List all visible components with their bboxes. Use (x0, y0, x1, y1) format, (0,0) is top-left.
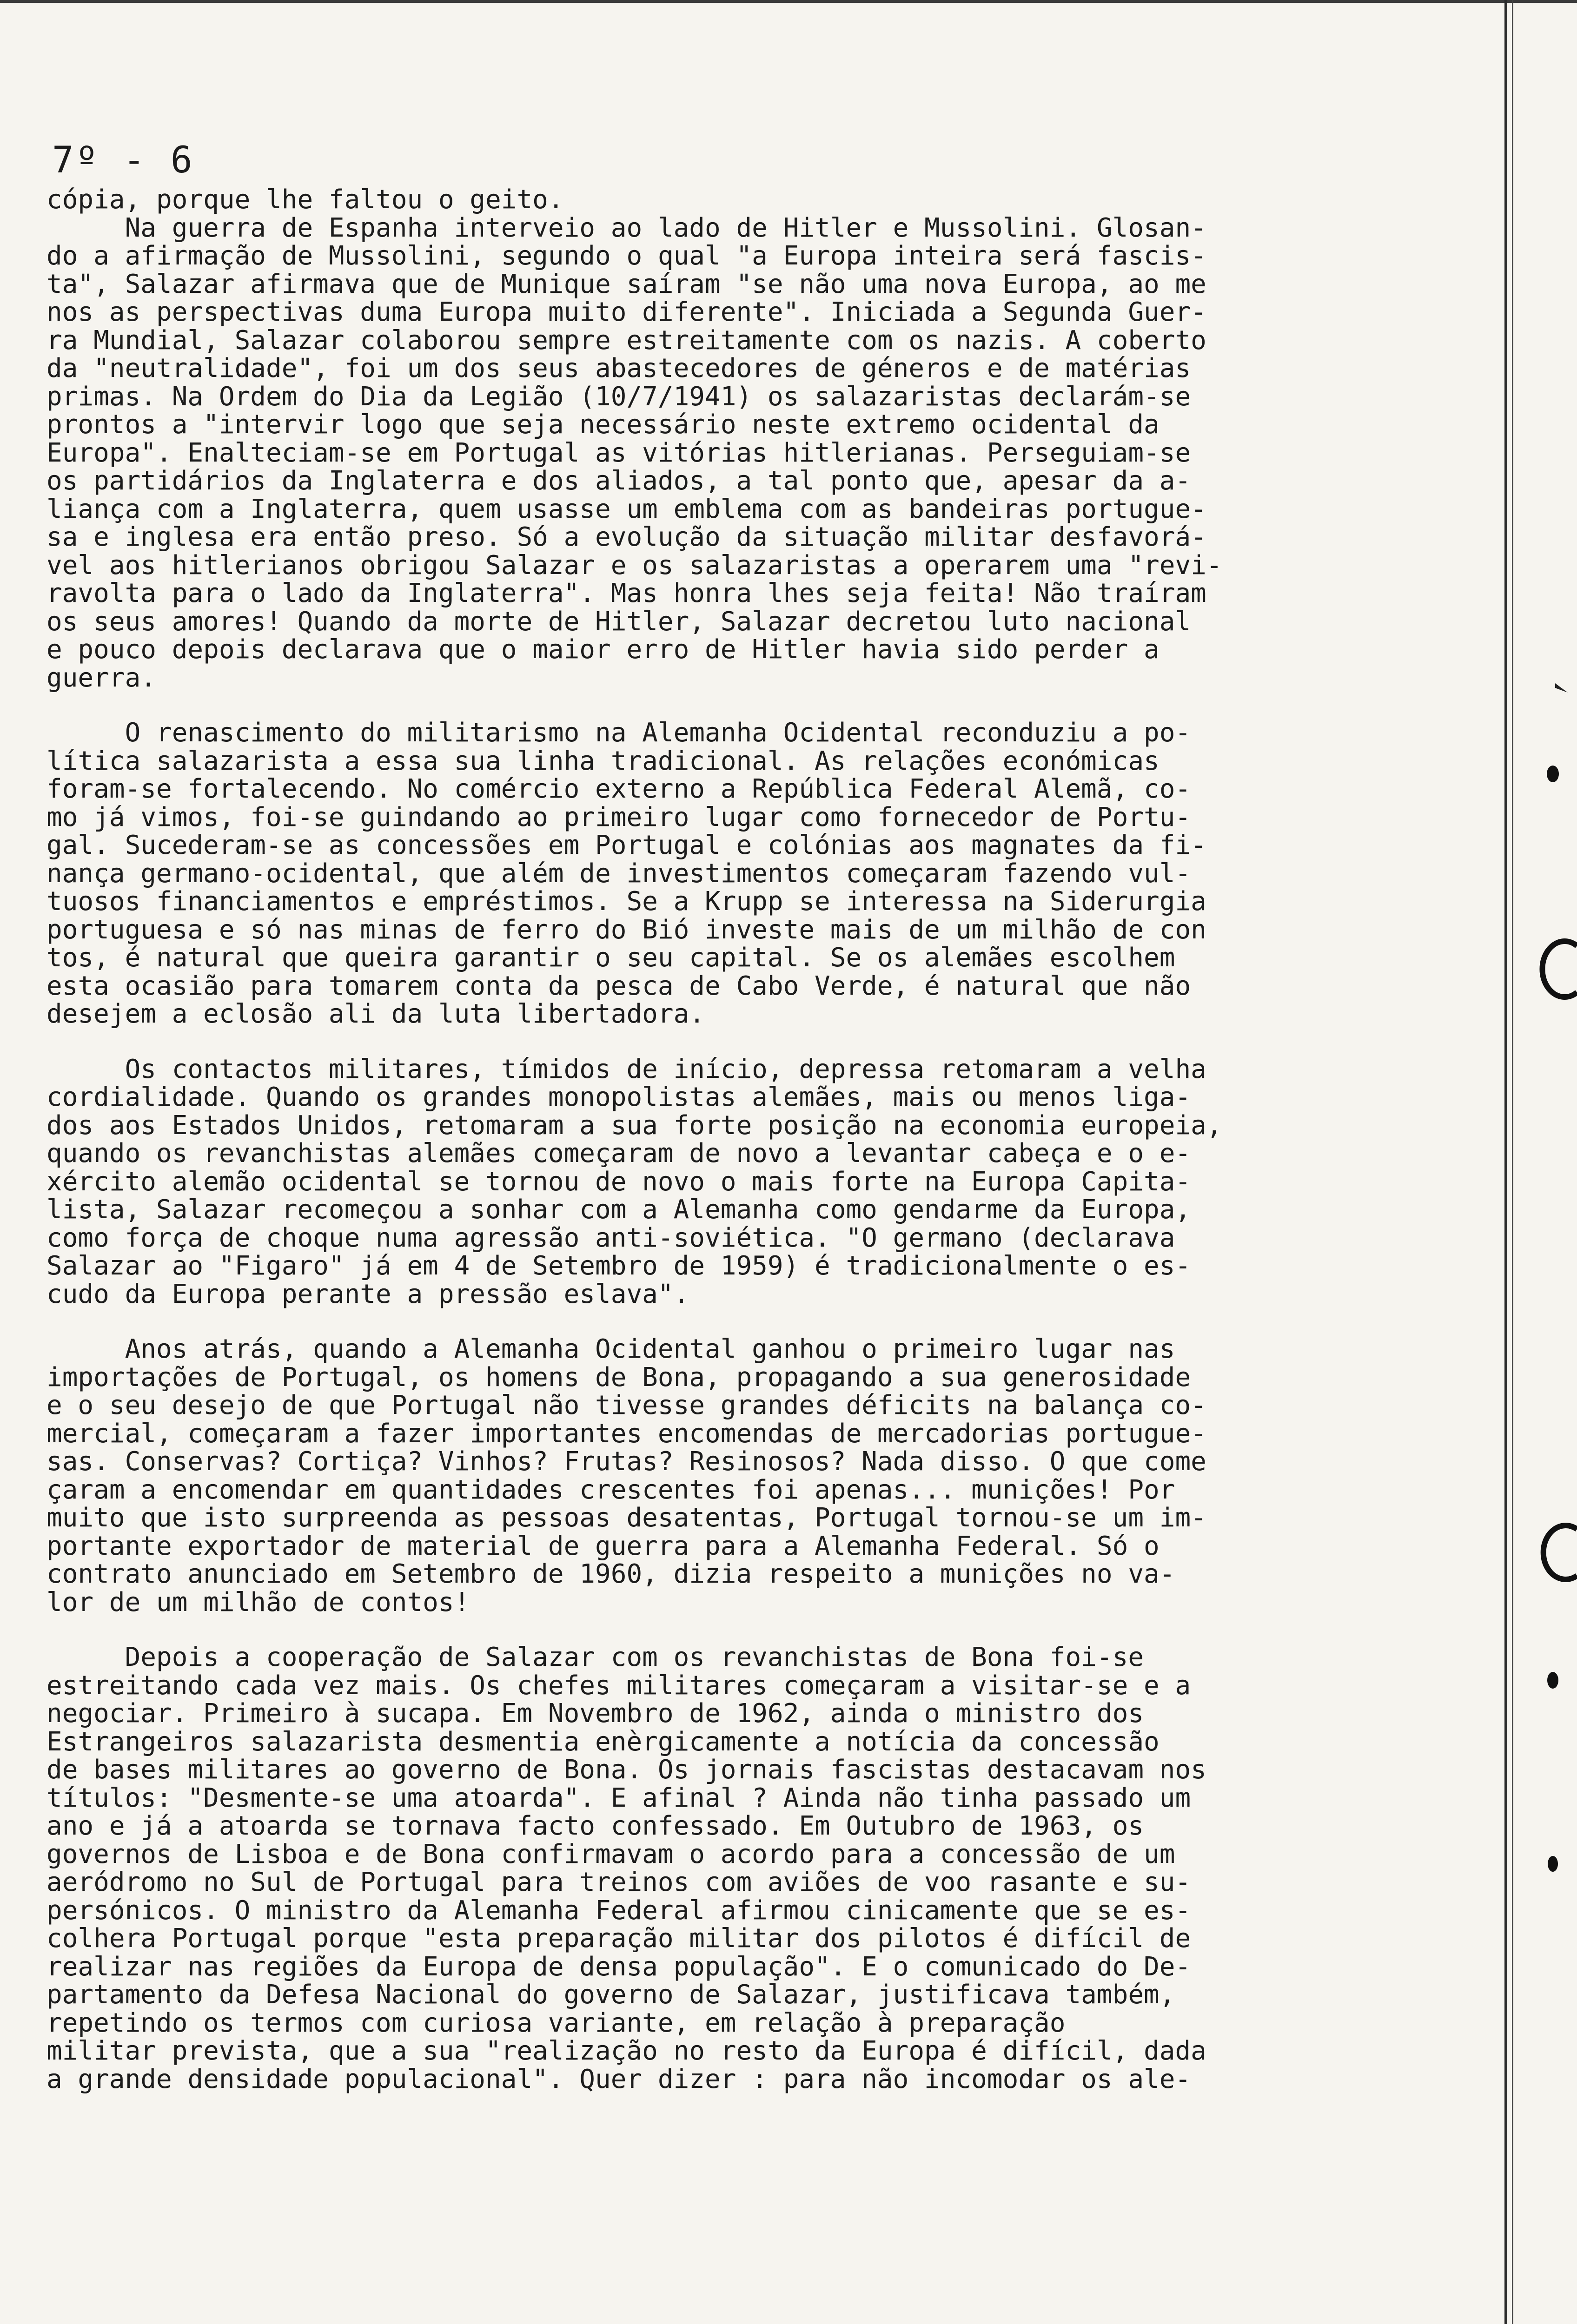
text-line: portante exportador de material de guerra para a Alemanha Federal. Só o (46, 1531, 1160, 1561)
text-line: cordialidade. Quando os grandes monopolistas alemães, mais ou menos liga- (46, 1082, 1191, 1112)
bullet-dot-icon-2 (1547, 1672, 1558, 1689)
text-line: çaram a encomendar em quantidades crescentes foi apenas... munições! Por (46, 1474, 1175, 1505)
right-margin-rule-inner (1512, 0, 1513, 2324)
text-line: dos aos Estados Unidos, retomaram a sua forte posição na economia europeia, (46, 1110, 1222, 1141)
top-edge-rule (0, 0, 1577, 3)
text-line: primas. Na Ordem do Dia da Legião (10/7/1941) os salazaristas declarám-se (46, 381, 1191, 412)
text-line: vel aos hitlerianos obrigou Salazar e os salazaristas a operarem uma "revi- (46, 550, 1222, 581)
text-line: ravolta para o lado da Inglaterra". Mas honra lhes seja feita! Não traíram (46, 578, 1206, 608)
text-line: aeródromo no Sul de Portugal para treinos com aviões de voo rasante e su- (46, 1867, 1191, 1897)
paragraph (46, 186, 1423, 692)
text-line: Anos atrás, quando a Alemanha Ocidental ganhou o primeiro lugar nas (46, 1334, 1175, 1364)
text-line: liança com a Inglaterra, quem usasse um emblema com as bandeiras portugue- (46, 494, 1206, 524)
body-text (46, 186, 1423, 2120)
text-line: lista, Salazar recomeçou a sonhar com a Alemanha como gendarme da Europa, (46, 1195, 1191, 1225)
tick-mark-icon (1555, 683, 1568, 693)
text-line: ra Mundial, Salazar colaborou sempre estreitamente com os nazis. A coberto (46, 325, 1206, 356)
text-line: colhera Portugal porque "esta preparação militar dos pilotos é difícil de (46, 1923, 1191, 1954)
text-line: Depois a cooperação de Salazar com os revanchistas de Bona foi-se (46, 1642, 1144, 1672)
bullet-dot-icon-3 (1548, 1856, 1558, 1872)
text-line: importações de Portugal, os homens de Bona, propagando a sua generosidade (46, 1362, 1191, 1393)
text-line: lor de um milhão de contos! (46, 1587, 470, 1618)
binder-hole-icon-2 (1544, 1525, 1577, 1579)
text-line: sa e inglesa era então preso. Só a evolução da situação militar desfavorá- (46, 522, 1206, 552)
text-line: portuguesa e só nas minas de ferro do Bió investe mais de um milhão de con (46, 914, 1206, 945)
text-line: cópia, porque lhe faltou o geito. (46, 185, 564, 215)
text-line: Europa". Enalteciam-se em Portugal as vitórias hitlerianas. Perseguiam-se (46, 437, 1191, 468)
text-line: xército alemão ocidental se tornou de novo o mais forte na Europa Capita- (46, 1166, 1191, 1197)
text-line: contrato anunciado em Setembro de 1960, dizia respeito a munições no va- (46, 1559, 1175, 1589)
text-line: nos as perspectivas duma Europa muito diferente". Iniciada a Segunda Guer- (46, 297, 1206, 327)
text-line: como força de choque numa agressão anti-soviética. "O germano (declarava (46, 1222, 1175, 1253)
bullet-dot-icon (1547, 766, 1559, 782)
text-line: e o seu desejo de que Portugal não tivesse grandes déficits na balança co- (46, 1390, 1206, 1420)
binder-hole-icon (1542, 941, 1577, 997)
right-margin-rule (1504, 0, 1507, 2324)
text-line: Estrangeiros salazarista desmentia enèrgicamente a notícia da concessão (46, 1726, 1160, 1757)
paragraph (46, 719, 1423, 1029)
text-line: muito que isto surpreenda as pessoas desatentas, Portugal tornou-se um im- (46, 1503, 1206, 1533)
text-line: ano e já a atoarda se tornava facto confessado. Em Outubro de 1963, os (46, 1811, 1144, 1841)
text-line: negociar. Primeiro à sucapa. Em Novembro de 1962, ainda o ministro dos (46, 1698, 1144, 1729)
text-line: realizar nas regiões da Europa de densa população". E o comunicado do De- (46, 1951, 1191, 1982)
text-line: Salazar ao "Figaro" já em 4 de Setembro de 1959) é tradicionalmente o es- (46, 1251, 1191, 1281)
page-number: 7º - 6 (52, 139, 194, 181)
text-line: Os contactos militares, tímidos de início, depressa retomaram a velha (46, 1054, 1206, 1084)
text-line: do a afirmação de Mussolini, segundo o qual "a Europa inteira será fascis- (46, 241, 1206, 271)
text-line: de bases militares ao governo de Bona. Os jornais fascistas destacavam nos (46, 1755, 1206, 1785)
text-line: quando os revanchistas alemães começaram de novo a levantar cabeça e o e- (46, 1138, 1191, 1169)
text-line: foram-se fortalecendo. No comércio externo a República Federal Alemã, co- (46, 774, 1191, 804)
text-line: da "neutralidade", foi um dos seus abastecedores de géneros e de matérias (46, 353, 1191, 383)
text-line: Na guerra de Espanha interveio ao lado de Hitler e Mussolini. Glosan- (46, 212, 1206, 243)
text-line: ta", Salazar afirmava que de Munique saíram "se não uma nova Europa, ao me (46, 269, 1206, 299)
text-line: os partidários da Inglaterra e dos aliados, a tal ponto que, apesar da a- (46, 466, 1191, 496)
text-line: estreitando cada vez mais. Os chefes militares começaram a visitar-se e a (46, 1670, 1191, 1701)
text-line: tos, é natural que queira garantir o seu capital. Se os alemães escolhem (46, 943, 1175, 973)
paragraph (46, 1056, 1423, 1309)
text-line: desejem a eclosão ali da luta libertadora. (46, 999, 705, 1029)
text-line: os seus amores! Quando da morte de Hitler, Salazar decretou luto nacional (46, 606, 1191, 637)
text-line: guerra. (46, 662, 157, 693)
text-line: militar prevista, que a sua "realização no resto da Europa é difícil, dada (46, 2036, 1206, 2066)
text-line: governos de Lisboa e de Bona confirmavam o acordo para a concessão de um (46, 1839, 1175, 1869)
text-line: O renascimento do militarismo na Alemanha Ocidental reconduziu a po- (46, 718, 1191, 748)
text-line: repetindo os termos com curiosa variante, em relação à preparação (46, 2007, 1066, 2038)
text-line: e pouco depois declarava que o maior erro de Hitler havia sido perder a (46, 634, 1160, 665)
text-line: mercial, começaram a fazer importantes encomendas de mercadorias portugue- (46, 1418, 1206, 1449)
text-line: títulos: "Desmente-se uma atoarda". E afinal ? Ainda não tinha passado um (46, 1783, 1191, 1813)
text-line: lítica salazarista a essa sua linha tradicional. As relações económicas (46, 746, 1160, 776)
text-line: cudo da Europa perante a pressão eslava". (46, 1279, 689, 1309)
text-line: persónicos. O ministro da Alemanha Federal afirmou cinicamente que se es- (46, 1895, 1191, 1926)
text-line: sas. Conservas? Cortiça? Vinhos? Frutas? Resinosos? Nada disso. O que come (46, 1446, 1206, 1477)
text-line: partamento da Defesa Nacional do governo de Salazar, justificava também, (46, 1980, 1175, 2010)
text-line: gal. Sucederam-se as concessões em Portugal e colónias aos magnates da fi- (46, 830, 1206, 860)
text-line: mo já vimos, foi-se guindando ao primeiro lugar como fornecedor de Portu- (46, 802, 1191, 832)
text-line: tuosos financiamentos e empréstimos. Se a Krupp se interessa na Siderurgia (46, 886, 1206, 917)
paragraph (46, 1644, 1423, 2093)
text-line: a grande densidade populacional". Quer dizer : para não incomodar os ale- (46, 2064, 1191, 2094)
text-line: esta ocasião para tomarem conta da pesca de Cabo Verde, é natural que não (46, 971, 1191, 1001)
paragraph (46, 1335, 1423, 1617)
text-line: prontos a "intervir logo que seja necessário neste extremo ocidental da (46, 409, 1160, 440)
text-line: nança germano-ocidental, que além de investimentos começaram fazendo vul- (46, 858, 1191, 889)
